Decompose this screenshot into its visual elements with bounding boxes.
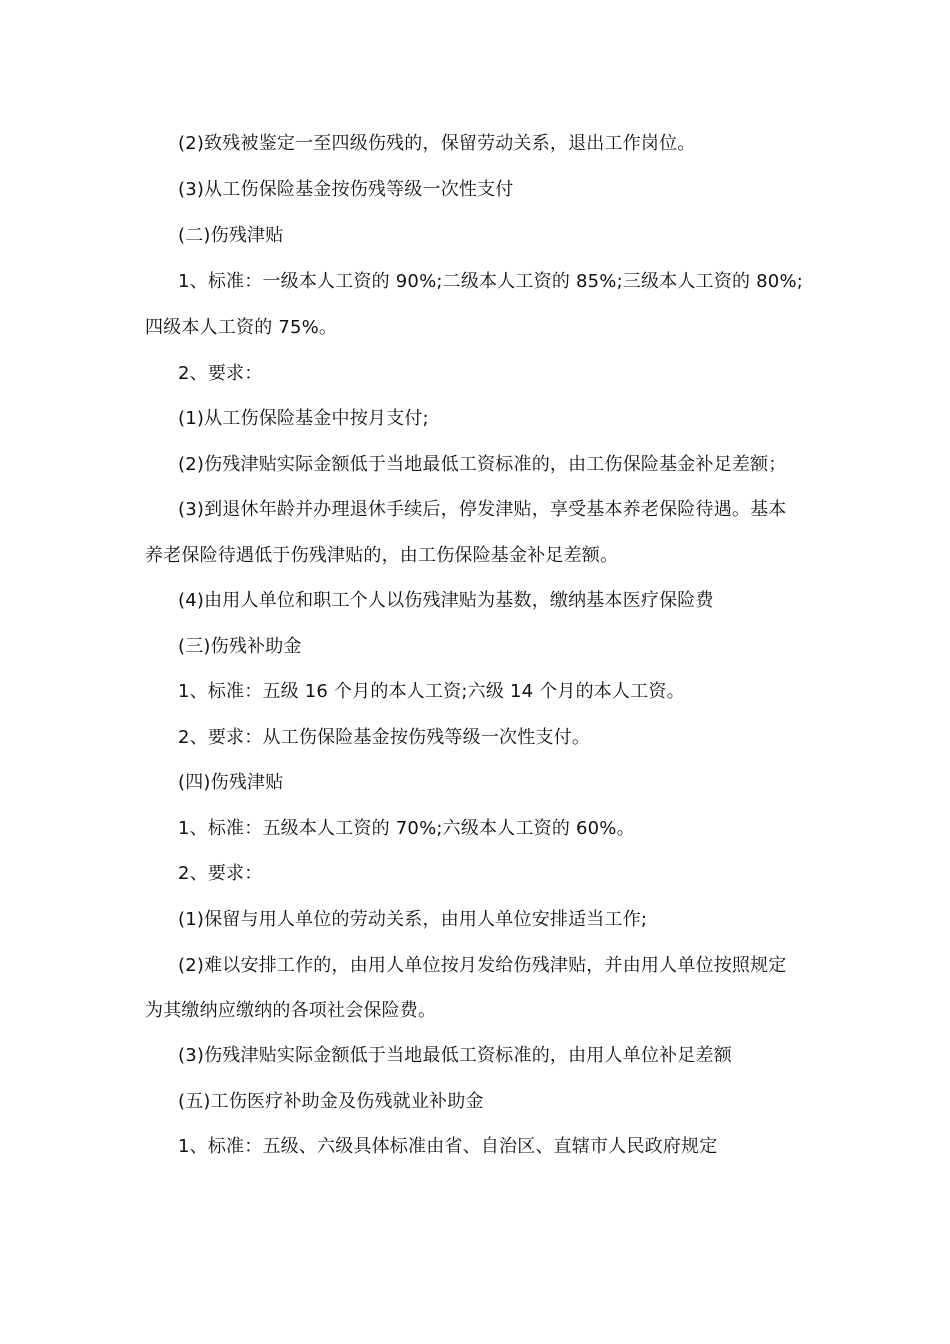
paragraph-line: 2、要求：从工伤保险基金按伤残等级一次性支付。 [178, 727, 591, 748]
paragraph-line: 1、标准：一级本人工资的 90%;二级本人工资的 85%;三级本人工资的 80%; [178, 271, 804, 292]
paragraph-line: 2、要求： [178, 863, 263, 884]
section-heading: (四)伤残津贴 [178, 772, 284, 793]
section-heading: (三)伤残补助金 [178, 636, 302, 657]
section-heading: (二)伤残津贴 [178, 225, 284, 246]
paragraph-line: (3)伤残津贴实际金额低于当地最低工资标准的，由用人单位补足差额 [178, 1045, 732, 1066]
paragraph-line: 1、标准：五级、六级具体标准由省、自治区、直辖市人民政府规定 [178, 1136, 718, 1157]
paragraph-line: (4)由用人单位和职工个人以伤残津贴为基数，缴纳基本医疗保险费 [178, 590, 714, 611]
paragraph-line: 1、标准：五级 16 个月的本人工资;六级 14 个月的本人工资。 [178, 681, 685, 702]
paragraph-line: 为其缴纳应缴纳的各项社会保险费。 [145, 1000, 437, 1021]
paragraph-line: (2)难以安排工作的，由用人单位按月发给伤残津贴，并由用人单位按照规定 [178, 955, 787, 976]
paragraph-line: (3)从工伤保险基金按伤残等级一次性支付 [178, 179, 514, 200]
paragraph-line: 1、标准：五级本人工资的 70%;六级本人工资的 60%。 [178, 818, 635, 839]
paragraph-line: (2)伤残津贴实际金额低于当地最低工资标准的，由工伤保险基金补足差额； [178, 454, 787, 475]
paragraph-line: (1)从工伤保险基金中按月支付; [178, 408, 429, 429]
paragraph-line: (3)到退休年龄并办理退休手续后，停发津贴，享受基本养老保险待遇。基本 [178, 499, 787, 520]
paragraph-line: (2)致残被鉴定一至四级伤残的，保留劳动关系，退出工作岗位。 [178, 133, 696, 154]
paragraph-line: 四级本人工资的 75%。 [145, 317, 338, 338]
section-heading: (五)工伤医疗补助金及伤残就业补助金 [178, 1091, 484, 1112]
paragraph-line: (1)保留与用人单位的劳动关系，由用人单位安排适当工作; [178, 909, 648, 930]
paragraph-line: 养老保险待遇低于伤残津贴的，由工伤保险基金补足差额。 [145, 545, 619, 566]
paragraph-line: 2、要求： [178, 363, 263, 384]
